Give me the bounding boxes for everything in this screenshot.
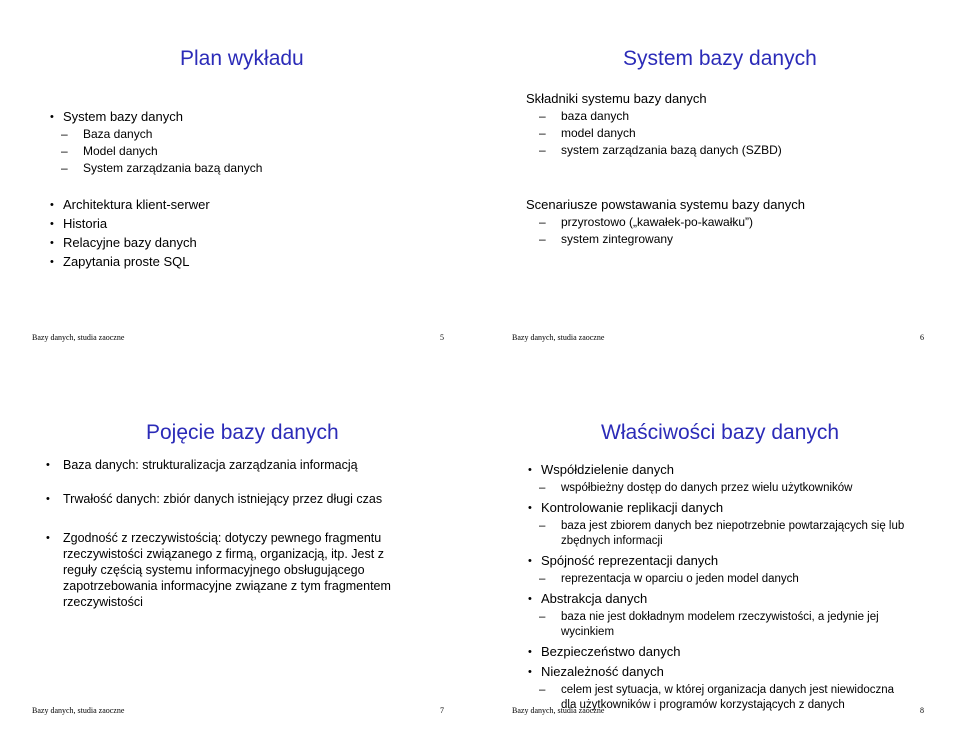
sub-item: – System zarządzania bazą danych [83, 161, 262, 176]
sub-item: – baza danych [561, 109, 782, 124]
sub-item: – model danych [561, 126, 782, 141]
slide-footer: Bazy danych, studia zaoczne [32, 706, 125, 715]
paragraph-line: zapotrzebowania informacyjne związane z tym fragmentem [63, 579, 391, 593]
list-item: • Relacyjne bazy danych [63, 235, 210, 251]
slide-footer: Bazy danych, studia zaoczne [512, 706, 605, 715]
slide-6 [480, 0, 960, 373]
list-item: • Kontrolowanie replikacji danych [541, 500, 884, 516]
paragraph-line: reguły częścią systemu informacyjnego obsługującego [63, 563, 365, 577]
page-number: 6 [920, 333, 924, 342]
sub-item: – celem jest sytuacja, w której organizacja danych jest niewidoczna [561, 683, 904, 698]
slide-footer: Bazy danych, studia zaoczne [512, 333, 605, 342]
list-item: • Architektura klient-serwer [63, 197, 210, 213]
list-item: • Współdzielenie danych [541, 462, 884, 478]
list-item: • Bezpieczeństwo danych [541, 644, 884, 660]
sub-item: – baza nie jest dokładnym modelem rzeczywistości, a jedynie jej [561, 610, 904, 625]
sub-item: – współbieżny dostęp do danych przez wielu użytkowników [561, 481, 904, 496]
sub-item: – Baza danych [83, 127, 262, 142]
bullet-list [541, 462, 905, 713]
section [526, 197, 805, 247]
list-item: • System bazy danych [63, 109, 242, 125]
sub-item-continuation: zbędnych informacji [561, 535, 663, 547]
page-number: 7 [440, 706, 444, 715]
paragraph-text: • Trwałość danych: zbiór danych istniejący przez długi czas [63, 492, 383, 506]
paragraph [63, 457, 358, 473]
list-item: • Spójność reprezentacji danych [541, 553, 884, 569]
list-item: • Historia [63, 216, 210, 232]
list-item: • Niezależność danych [541, 664, 884, 680]
paragraph-text: • Baza danych: strukturalizacja zarządzania informacją [63, 458, 358, 472]
paragraph [63, 530, 391, 610]
page-number: 5 [440, 333, 444, 342]
slide-title: Plan wykładu [180, 47, 304, 70]
sub-item-continuation: wycinkiem [561, 626, 615, 638]
sub-item: – system zintegrowany [561, 232, 840, 247]
section-heading: Składniki systemu bazy danych [526, 91, 707, 106]
list-item: • Zapytania proste SQL [63, 254, 210, 270]
slide-title: Pojęcie bazy danych [146, 421, 339, 444]
paragraph-line: rzeczywistości związanego z firmą, organizacją, itp. Jest z [63, 547, 384, 561]
paragraph [63, 491, 382, 507]
sub-item: – baza jest zbiorem danych bez niepotrzebnie powtarzających się lub [561, 519, 904, 534]
slide-footer: Bazy danych, studia zaoczne [32, 333, 125, 342]
bullet-list [63, 109, 263, 176]
section-heading: Scenariusze powstawania systemu bazy danych [526, 197, 805, 212]
slide-5 [0, 0, 480, 373]
bullet-list [63, 197, 210, 270]
section [526, 91, 782, 158]
slide-title: System bazy danych [623, 47, 817, 70]
sub-item: – Model danych [83, 144, 262, 159]
paragraph-line: • Zgodność z rzeczywistością: dotyczy pewnego fragmentu [63, 531, 382, 545]
slide-8 [480, 373, 960, 746]
page-number: 8 [920, 706, 924, 715]
slide-7 [0, 373, 480, 746]
list-item: • Abstrakcja danych [541, 591, 884, 607]
sub-item: – reprezentacja w oparciu o jeden model danych [561, 572, 904, 587]
sub-item-continuation: dla użytkowników i programów korzystających z danych [561, 699, 845, 711]
slide-title: Właściwości bazy danych [601, 421, 840, 444]
sub-item: – przyrostowo („kawałek-po-kawałku”) [561, 215, 840, 230]
sub-item: – system zarządzania bazą danych (SZBD) [561, 143, 782, 158]
paragraph-line: rzeczywistości [63, 595, 143, 609]
